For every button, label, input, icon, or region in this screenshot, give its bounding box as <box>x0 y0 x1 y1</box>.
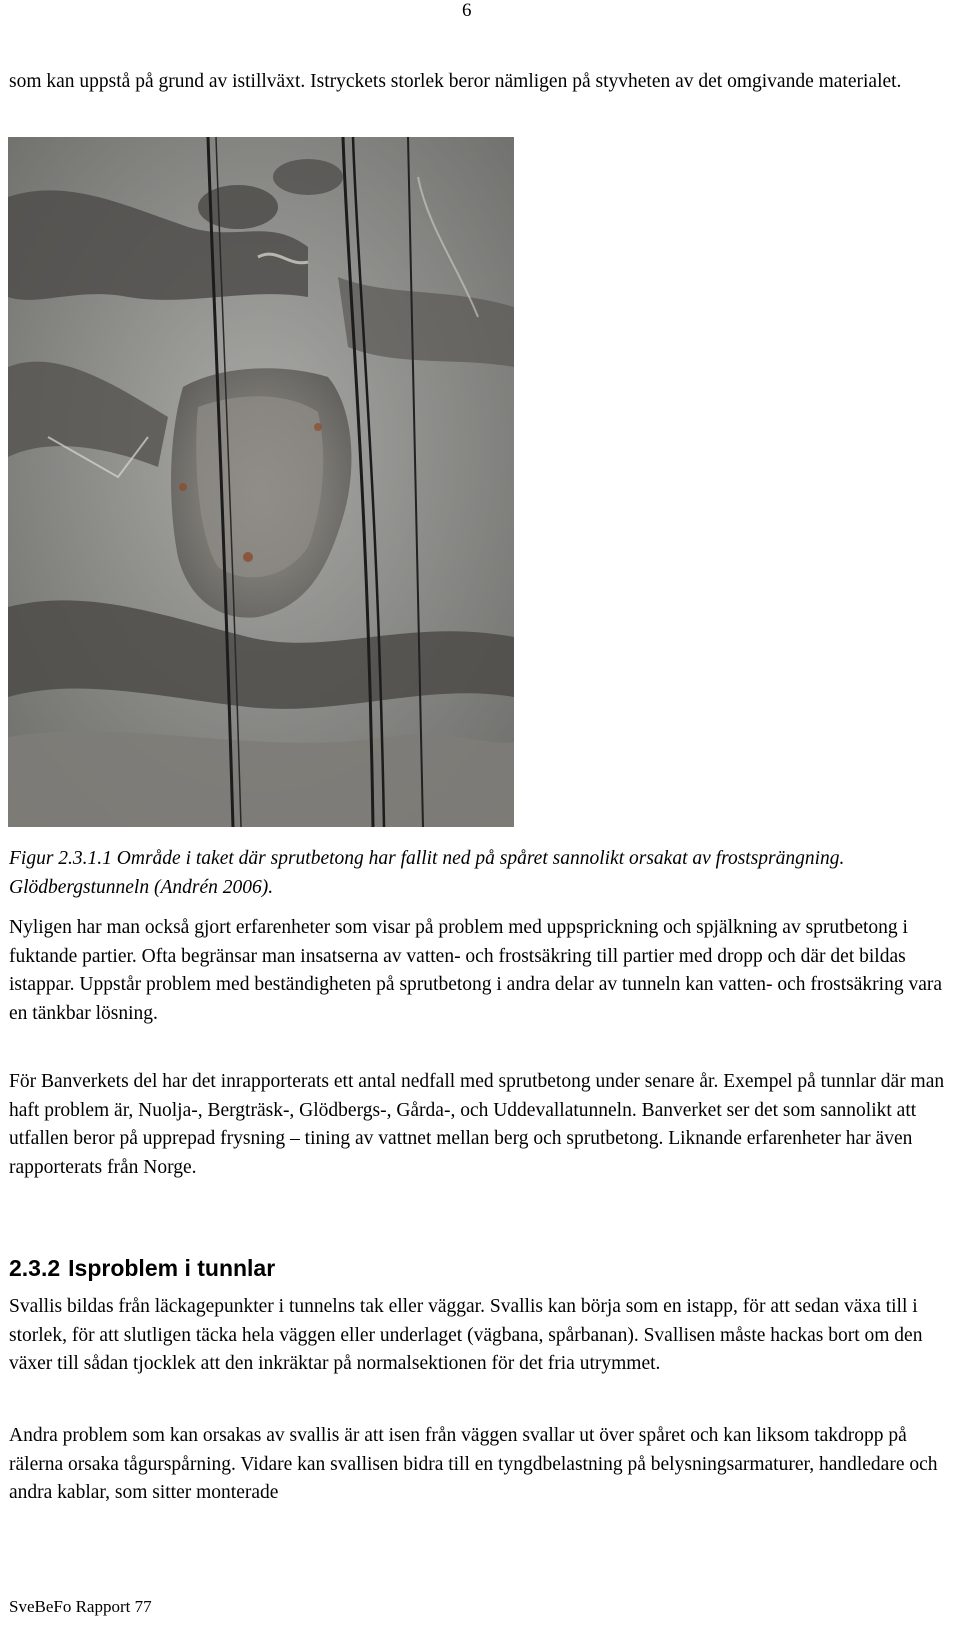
section-paragraph: Andra problem som kan orsakas av svallis är att isen från väggen svallar ut över spåret och kan liksom takdropp på rälerna orsaka tågurspårning. Vidare kan svallisen bidra till en tyngdbelastning på belysningsarmaturer, handledare och andra kablar, som sitter monterade <box>9 1425 938 1503</box>
body-paragraph: För Banverkets del har det inrapporterats ett antal nedfall med sprutbetong under senare år. Exempel på tunnlar där man haft problem är, Nuolja-, Bergträsk-, Glödbergs-, Gårda-, och Uddevallatunneln. Banverket ser det som sannolikt att utfallen beror på upprepad frysning – tining av vattnet mellan berg och sprutbetong. Liknande erfarenheter har även rapporterats från Norge. <box>9 1071 945 1178</box>
figure-caption: Figur 2.3.1.1 Område i taket där sprutbetong har fallit ned på spåret sannolikt orsakat av frostsprängning. Glödbergstunneln (Andrén 2006). <box>9 848 845 898</box>
section-paragraph: Svallis bildas från läckagepunkter i tunnelns tak eller väggar. Svallis kan börja som en istapp, för att sedan växa till i storlek, för att slutligen täcka hela väggen eller underlaget (vägbana, spårbanan). Svallisen måste hackas bort om den växer till sådan tjocklek att den inkräktar på normalsektionen för det fria utrymmet. <box>9 1296 923 1374</box>
section-number: 2.3.2 <box>9 1255 61 1281</box>
section-heading <box>9 1255 275 1282</box>
footer-report-name: SveBeFo Rapport 77 <box>9 1597 152 1616</box>
intro-paragraph: som kan uppstå på grund av istillväxt. Istryckets storlek beror nämligen på styvheten av det omgivande materialet. <box>9 71 902 92</box>
tunnel-photo <box>8 137 514 827</box>
page-number: 6 <box>462 0 472 21</box>
body-paragraph: Nyligen har man också gjort erfarenheter som visar på problem med uppsprickning och spjälkning av sprutbetong i fuktande partier. Ofta begränsar man insatserna av vatten- och frostsäkring till partier med dropp och där det bildas istappar. Uppstår problem med beständigheten på sprutbetong i andra delar av tunneln kan vatten- och frostsäkring vara en tänkbar lösning. <box>9 917 943 1024</box>
section-title: Isproblem i tunnlar <box>68 1255 276 1281</box>
